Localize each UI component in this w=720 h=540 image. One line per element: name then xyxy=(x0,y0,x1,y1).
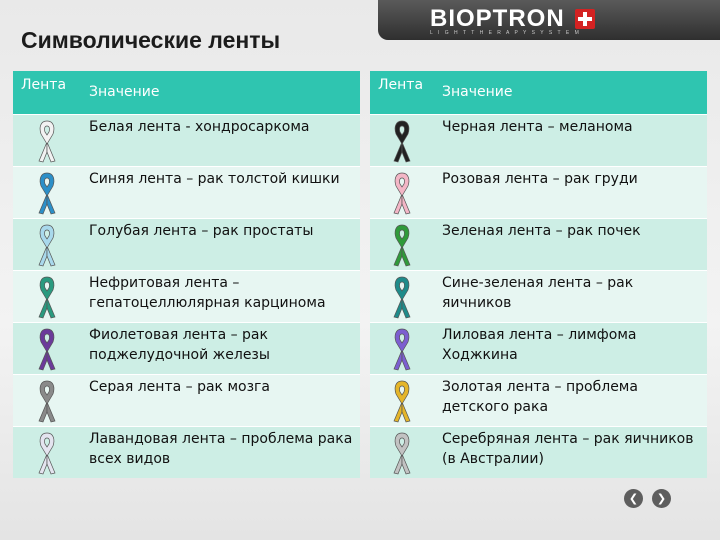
table-row xyxy=(13,218,360,270)
table-row xyxy=(370,166,707,218)
table-row xyxy=(13,374,360,426)
logo-banner xyxy=(378,0,720,40)
ribbon-cell xyxy=(13,426,81,478)
header-ribbon: Лента xyxy=(13,71,81,114)
table-header-row xyxy=(370,71,707,114)
prev-slide-button[interactable]: ❮ xyxy=(624,489,643,508)
meaning-cell: Голубая лента – рак простаты xyxy=(81,218,360,270)
ribbon-cell xyxy=(370,114,434,166)
ribbon-cell xyxy=(13,166,81,218)
ribbon-table-left xyxy=(13,71,360,478)
awareness-ribbon-icon xyxy=(387,170,417,216)
meaning-cell: Сине-зеленая лента – рак яичников xyxy=(434,270,707,322)
meaning-cell: Розовая лента – рак груди xyxy=(434,166,707,218)
ribbon-cell xyxy=(13,114,81,166)
table-header-row xyxy=(13,71,360,114)
table-row xyxy=(13,426,360,478)
page-title: Символические ленты xyxy=(21,27,281,53)
next-slide-button[interactable]: ❯ xyxy=(652,489,671,508)
meaning-cell: Лиловая лента – лимфома Ходжкина xyxy=(434,322,707,374)
logo-text: BIOPTRON xyxy=(430,5,565,32)
ribbon-cell xyxy=(13,322,81,374)
header-ribbon: Лента xyxy=(370,71,434,114)
ribbon-cell xyxy=(370,374,434,426)
table-row xyxy=(370,114,707,166)
table-row xyxy=(13,270,360,322)
table-row xyxy=(13,166,360,218)
awareness-ribbon-icon xyxy=(32,170,62,216)
table-row xyxy=(370,270,707,322)
logo-tagline: L I G H T T H E R A P Y S Y S T E M xyxy=(430,30,581,36)
table-row xyxy=(370,374,707,426)
awareness-ribbon-icon xyxy=(387,378,417,424)
table-row xyxy=(13,114,360,166)
meaning-cell: Черная лента – меланома xyxy=(434,114,707,166)
table-row xyxy=(370,218,707,270)
ribbon-cell xyxy=(370,322,434,374)
awareness-ribbon-icon xyxy=(387,222,417,268)
ribbon-cell xyxy=(370,218,434,270)
ribbon-cell xyxy=(13,270,81,322)
meaning-cell: Синяя лента – рак толстой кишки xyxy=(81,166,360,218)
ribbon-cell xyxy=(370,166,434,218)
table-row xyxy=(13,322,360,374)
swiss-cross-icon xyxy=(575,9,595,29)
awareness-ribbon-icon xyxy=(32,378,62,424)
ribbon-cell xyxy=(13,374,81,426)
meaning-cell: Нефритовая лента – гепатоцеллюлярная карцинома xyxy=(81,270,360,322)
table-row xyxy=(370,426,707,478)
ribbon-table-right xyxy=(370,71,707,478)
ribbon-cell xyxy=(13,218,81,270)
ribbon-cell xyxy=(370,426,434,478)
awareness-ribbon-icon xyxy=(32,430,62,476)
awareness-ribbon-icon xyxy=(32,274,62,320)
meaning-cell: Серебряная лента – рак яичников (в Австралии) xyxy=(434,426,707,478)
meaning-cell: Зеленая лента – рак почек xyxy=(434,218,707,270)
table-row xyxy=(370,322,707,374)
awareness-ribbon-icon xyxy=(387,430,417,476)
meaning-cell: Лавандовая лента – проблема рака всех видов xyxy=(81,426,360,478)
meaning-cell: Серая лента – рак мозга xyxy=(81,374,360,426)
meaning-cell: Белая лента - хондросаркома xyxy=(81,114,360,166)
awareness-ribbon-icon xyxy=(387,274,417,320)
meaning-cell: Золотая лента – проблема детского рака xyxy=(434,374,707,426)
header-meaning: Значение xyxy=(434,71,707,114)
header-meaning: Значение xyxy=(81,71,360,114)
meaning-cell: Фиолетовая лента – рак поджелудочной железы xyxy=(81,322,360,374)
awareness-ribbon-icon xyxy=(32,326,62,372)
awareness-ribbon-icon xyxy=(387,118,417,164)
ribbon-cell xyxy=(370,270,434,322)
awareness-ribbon-icon xyxy=(32,118,62,164)
awareness-ribbon-icon xyxy=(387,326,417,372)
awareness-ribbon-icon xyxy=(32,222,62,268)
